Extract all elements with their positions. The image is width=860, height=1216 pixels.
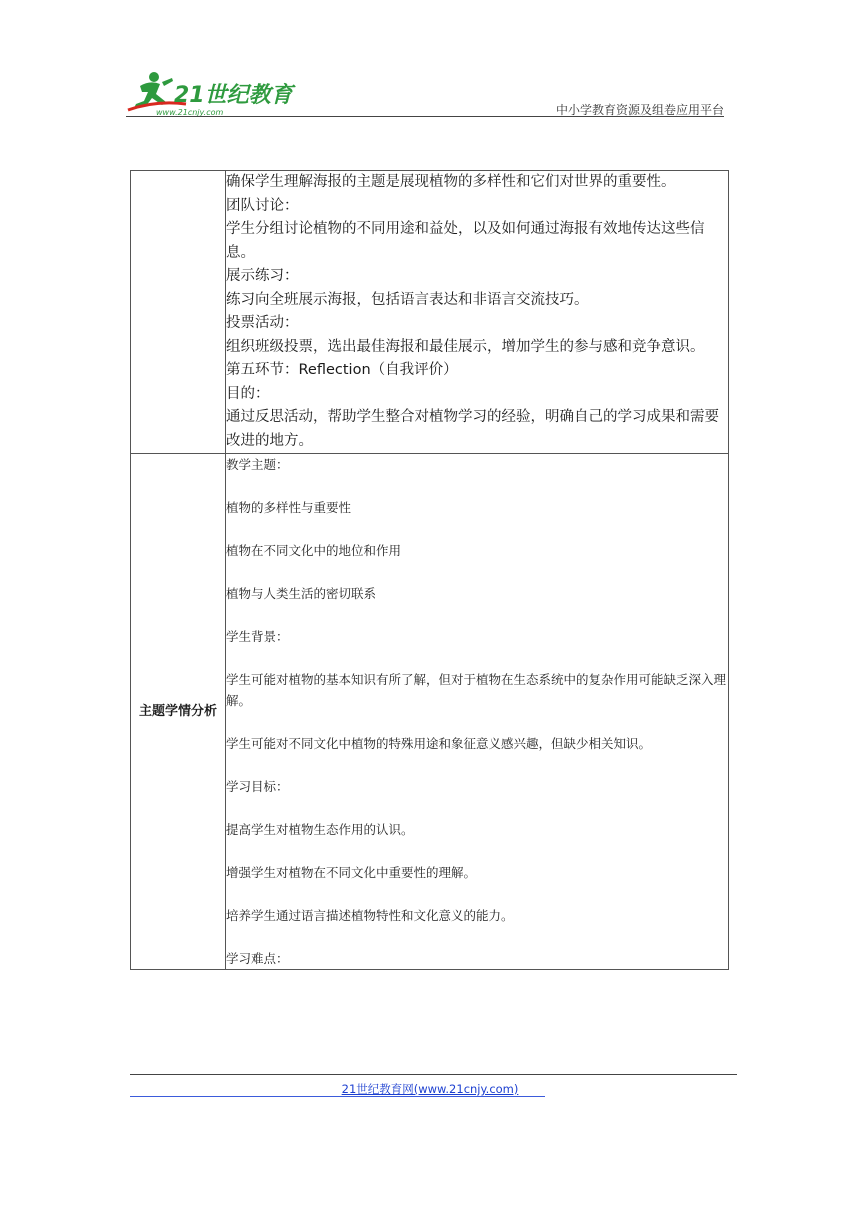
table-row — [131, 454, 729, 970]
header-platform-text: 中小学教育资源及组卷应用平台 — [555, 103, 724, 117]
paragraph: 组织班级投票，选出最佳海报和最佳展示，增加学生的参与感和竞争意识。 — [226, 338, 705, 355]
paragraph: 学习难点： — [226, 951, 289, 966]
paragraph: 通过反思活动，帮助学生整合对植物学习的经验，明确自己的学习成果和需要改进的地方。 — [226, 409, 719, 449]
paragraph: 增强学生对植物在不同文化中重要性的理解。 — [226, 865, 477, 880]
paragraph: 学生可能对不同文化中植物的特殊用途和象征意义感兴趣，但缺少相关知识。 — [226, 736, 652, 751]
lesson-table — [130, 170, 729, 970]
paragraph: 学习目标： — [226, 779, 289, 794]
row1-label-cell — [131, 171, 226, 454]
paragraph: 团队讨论： — [226, 197, 299, 214]
paragraph: 确保学生理解海报的主题是展现植物的多样性和它们对世界的重要性。 — [226, 174, 676, 190]
paragraph: 展示练习： — [226, 268, 299, 284]
row2-content-cell — [226, 454, 729, 970]
table-row — [131, 171, 729, 454]
paragraph: 学生可能对植物的基本知识有所了解，但对于植物在生态系统中的复杂作用可能缺乏深入理解。 — [226, 672, 727, 708]
footer-blue-rule — [130, 1096, 545, 1097]
paragraph: 教学主题： — [226, 457, 289, 472]
paragraph: 植物的多样性与重要性 — [226, 500, 352, 515]
logo-sub: www.21cnjy.com — [156, 108, 224, 117]
row2-label-cell: 主题学情分析 — [131, 454, 226, 970]
paragraph: 练习向全班展示海报，包括语言表达和非语言交流技巧。 — [226, 291, 589, 308]
paragraph: 植物在不同文化中的地位和作用 — [226, 543, 402, 558]
footer-link[interactable]: 21世纪教育网(www.21cnjy.com) — [341, 1082, 519, 1096]
paragraph: 投票活动： — [226, 315, 299, 331]
paragraph: 提高学生对植物生态作用的认识。 — [226, 822, 414, 837]
page-header — [0, 0, 860, 130]
paragraph: 植物与人类生活的密切联系 — [226, 586, 377, 601]
paragraph: 学生背景： — [226, 629, 289, 644]
paragraph: 培养学生通过语言描述植物特性和文化意义的能力。 — [226, 908, 514, 923]
paragraph: 第五环节：Reflection（自我评价） — [226, 362, 458, 378]
paragraph: 目的： — [226, 385, 270, 402]
footer-divider — [130, 1074, 737, 1075]
logo — [126, 68, 296, 118]
logo-text: 21世纪教育 — [174, 83, 293, 108]
header-divider — [126, 116, 724, 117]
row1-content-cell — [226, 171, 729, 454]
paragraph: 学生分组讨论植物的不同用途和益处，以及如何通过海报有效地传达这些信息。 — [226, 221, 705, 261]
